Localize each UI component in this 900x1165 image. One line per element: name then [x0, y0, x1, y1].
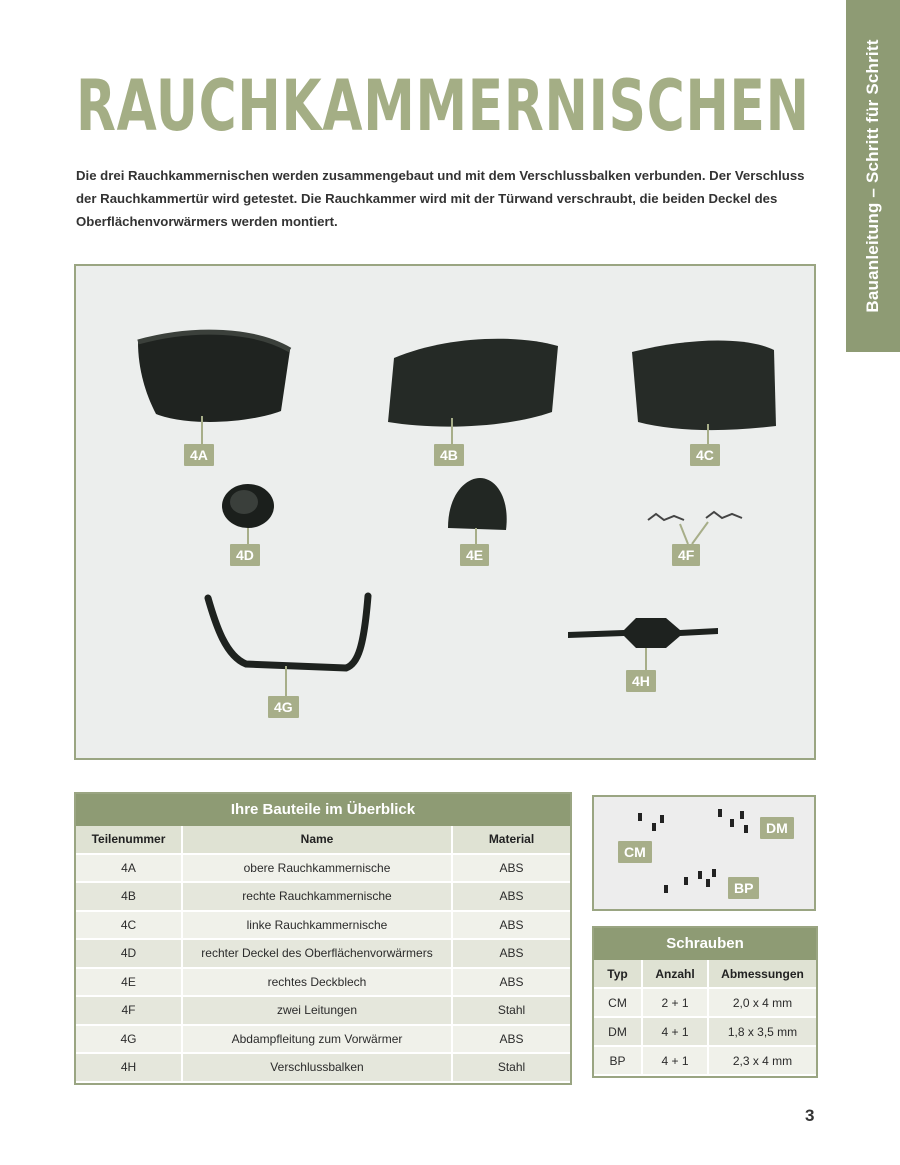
screw-count: 2 + 1: [642, 988, 708, 1017]
page-number: 3: [805, 1106, 815, 1125]
table-row: [594, 1017, 816, 1046]
part-4g: [208, 596, 368, 668]
part-number: 4D: [76, 939, 182, 968]
page-title: RAUCHKAMMERNISCHEN: [76, 65, 810, 147]
table-row: [76, 854, 570, 883]
photo-label: 4A: [184, 444, 214, 466]
column-header: Abmessungen: [708, 960, 816, 988]
screw-type: BP: [594, 1046, 642, 1075]
parts-photo: [74, 264, 816, 760]
part-number: 4A: [76, 854, 182, 883]
photo-label: 4F: [672, 544, 700, 566]
part-material: Stahl: [452, 1053, 570, 1082]
table-row: [76, 968, 570, 997]
table-row: [76, 1025, 570, 1054]
part-material: ABS: [452, 968, 570, 997]
table-row: [76, 911, 570, 940]
parts-table: [74, 792, 572, 1085]
screw-type: DM: [594, 1017, 642, 1046]
screw-size: 2,3 x 4 mm: [708, 1046, 816, 1075]
column-header: Material: [452, 826, 570, 854]
table-row: [594, 1046, 816, 1075]
screw-count: 4 + 1: [642, 1017, 708, 1046]
part-4c: [632, 340, 776, 430]
part-material: ABS: [452, 882, 570, 911]
part-name: rechtes Deckblech: [182, 968, 452, 997]
photo-label: 4C: [690, 444, 720, 466]
table-row: [76, 939, 570, 968]
part-name: obere Rauchkammernische: [182, 854, 452, 883]
part-number: 4E: [76, 968, 182, 997]
part-4f-a: [648, 514, 684, 520]
part-number: 4F: [76, 996, 182, 1025]
part-4f-b: [706, 512, 742, 518]
screw-size: 1,8 x 3,5 mm: [708, 1017, 816, 1046]
part-4h: [568, 618, 718, 648]
screws-table-title: Schrauben: [594, 928, 816, 960]
photo-label: 4E: [460, 544, 489, 566]
column-header: Teilenummer: [76, 826, 182, 854]
screws-photo: [592, 795, 816, 911]
part-number: 4G: [76, 1025, 182, 1054]
photo-label: 4B: [434, 444, 464, 466]
screw-label: DM: [760, 817, 794, 839]
part-4a: [138, 332, 290, 422]
photo-label: 4H: [626, 670, 656, 692]
part-material: ABS: [452, 854, 570, 883]
column-header: Typ: [594, 960, 642, 988]
parts-table-title: Ihre Bauteile im Überblick: [76, 794, 570, 826]
part-material: ABS: [452, 1025, 570, 1054]
screw-type: CM: [594, 988, 642, 1017]
screw-size: 2,0 x 4 mm: [708, 988, 816, 1017]
screws-table: [592, 926, 818, 1078]
part-name: Abdampfleitung zum Vorwärmer: [182, 1025, 452, 1054]
part-material: ABS: [452, 911, 570, 940]
screw-label: BP: [728, 877, 759, 899]
table-row: [76, 882, 570, 911]
part-name: linke Rauchkammernische: [182, 911, 452, 940]
part-4b: [388, 339, 558, 427]
column-header: Name: [182, 826, 452, 854]
part-name: rechte Rauchkammernische: [182, 882, 452, 911]
table-row: [594, 988, 816, 1017]
part-number: 4C: [76, 911, 182, 940]
table-row: [76, 996, 570, 1025]
side-tab: [846, 0, 900, 352]
part-name: Verschlussbalken: [182, 1053, 452, 1082]
part-number: 4H: [76, 1053, 182, 1082]
screw-count: 4 + 1: [642, 1046, 708, 1075]
part-name: zwei Leitungen: [182, 996, 452, 1025]
part-material: ABS: [452, 939, 570, 968]
part-material: Stahl: [452, 996, 570, 1025]
parts-illustration: [76, 266, 814, 758]
photo-label: 4G: [268, 696, 299, 718]
side-tab-label: Bauanleitung – Schritt für Schritt: [863, 39, 882, 313]
intro-text: Die drei Rauchkammernischen werden zusammengebaut und mit dem Verschlussbalken verbunden. Der Verschluss der Rauchkammertür wird getestet. Die Rauchkammer wird mit der Türwand verschraubt, die beiden Deckel des Oberflächenvorwärmers werden montiert.: [76, 168, 805, 229]
screw-label: CM: [618, 841, 652, 863]
part-4e: [448, 478, 507, 530]
photo-label: 4D: [230, 544, 260, 566]
column-header: Anzahl: [642, 960, 708, 988]
part-number: 4B: [76, 882, 182, 911]
table-row: [76, 1053, 570, 1082]
part-name: rechter Deckel des Oberflächenvorwärmers: [182, 939, 452, 968]
